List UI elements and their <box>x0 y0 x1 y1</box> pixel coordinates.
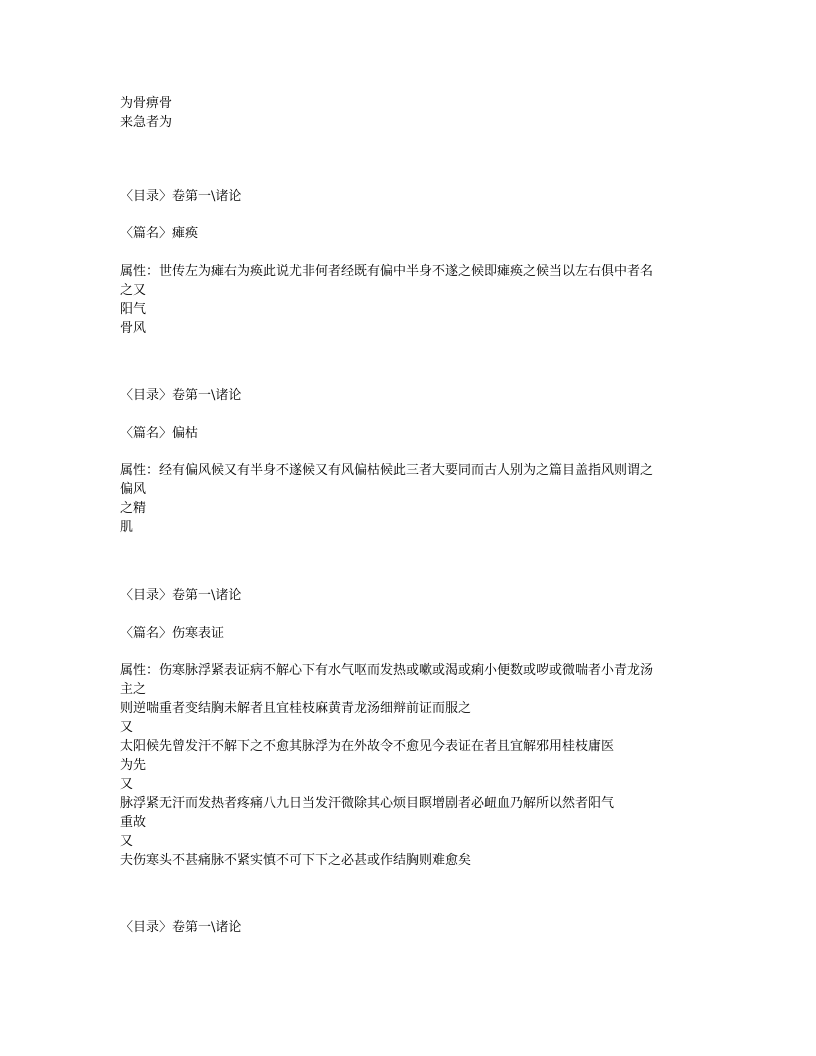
fragment-line: 为骨痹骨 <box>120 96 173 111</box>
attribute-text: 则逆喘重者变结胸未解者且宜桂枝麻黄青龙汤细辩前证而服之 <box>120 701 472 716</box>
attribute-text: 偏风 <box>120 482 147 497</box>
attribute-text: 属性：经有偏风候又有半身不遂候又有风偏枯候此三者大要同而古人别为之篇目盖指风则谓之 <box>120 463 654 478</box>
attribute-text: 又 <box>120 834 134 849</box>
attribute-text: 又 <box>120 777 134 792</box>
attribute-text: 重故 <box>120 815 147 830</box>
fragment-line: 来急者为 <box>120 115 173 130</box>
catalog-heading: 〈目录〉卷第一\诸论 <box>120 588 242 603</box>
attribute-text: 为先 <box>120 758 147 773</box>
attribute-text: 主之 <box>120 682 147 697</box>
chapter-title: 〈篇名〉伤寒表证 <box>120 626 225 641</box>
attribute-text: 阳气 <box>120 302 147 317</box>
catalog-heading: 〈目录〉卷第一\诸论 <box>120 920 242 935</box>
catalog-heading: 〈目录〉卷第一\诸论 <box>120 189 242 204</box>
attribute-text: 骨风 <box>120 321 147 336</box>
attribute-text: 夫伤寒头不甚痛脉不紧实慎不可下下之必甚或作结胸则难愈矣 <box>120 853 472 868</box>
attribute-text: 属性：伤寒脉浮紧表证病不解心下有水气呕而发热或嗽或渴或痢小便数或哕或微喘者小青龙汤 <box>120 663 654 678</box>
chapter-title: 〈篇名〉瘫痪 <box>120 226 199 241</box>
attribute-text: 肌 <box>120 520 134 535</box>
chapter-title: 〈篇名〉偏枯 <box>120 426 199 441</box>
attribute-text: 之又 <box>120 283 147 298</box>
attribute-text: 太阳候先曾发汗不解下之不愈其脉浮为在外故令不愈见今表证在者且宜解邪用桂枝庸医 <box>120 739 615 754</box>
attribute-text: 脉浮紧无汗而发热者疼痛八九日当发汗微除其心烦目瞑增剧者必衄血乃解所以然者阳气 <box>120 796 615 811</box>
catalog-heading: 〈目录〉卷第一\诸论 <box>120 388 242 403</box>
attribute-text: 之精 <box>120 501 147 516</box>
attribute-text: 属性：世传左为瘫右为痪此说尤非何者经既有偏中半身不遂之候即瘫痪之候当以左右俱中者名 <box>120 264 654 279</box>
attribute-text: 又 <box>120 720 134 735</box>
